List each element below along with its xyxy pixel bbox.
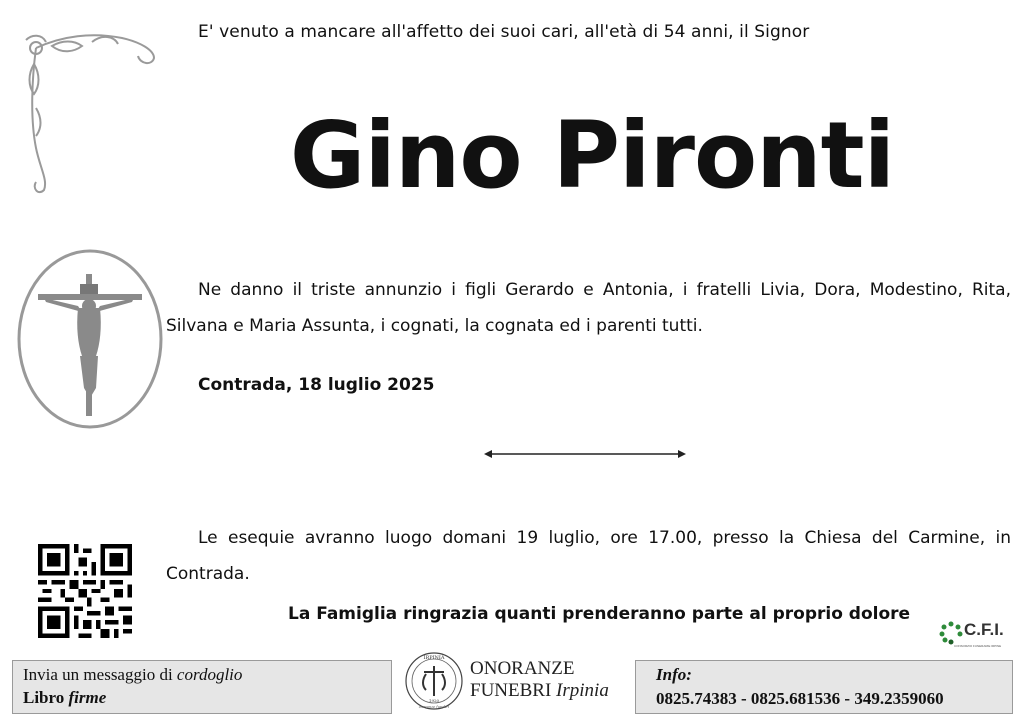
svg-text:onoranze funebri: onoranze funebri — [418, 705, 450, 709]
guestbook-link[interactable]: Libro firme — [23, 688, 107, 707]
funeral-home-name: ONORANZE FUNEBRI Irpinia — [470, 658, 609, 701]
thanks-line: La Famiglia ringrazia quanti prenderanno parte al proprio dolore — [288, 604, 911, 624]
info-phones[interactable]: 0825.74383 - 0825.681536 - 349.2359060 — [656, 689, 944, 708]
place-date: Contrada, 18 luglio 2025 — [198, 375, 435, 395]
divider-arrow-icon — [484, 446, 686, 462]
deceased-name: Gino Pironti — [289, 102, 895, 209]
condolence-message-link[interactable]: Invia un messaggio di cordoglio — [23, 665, 243, 684]
cfi-text: C.F.I. — [964, 620, 1004, 639]
crucifix-icon — [16, 248, 164, 430]
announcement-text: Ne danno il triste annunzio i figli Gerardo e Antonia, i fratelli Livia, Dora, Modestino, Rita, Silvana e Maria Assunta, i cognati, la cognata ed i parenti tutti. — [166, 280, 1011, 336]
svg-text:IRPINIA: IRPINIA — [423, 655, 445, 661]
funeral-home-seal-icon — [404, 650, 464, 712]
qr-code-icon[interactable] — [38, 544, 132, 638]
cfi-leaf-icon — [938, 620, 964, 646]
intro-line: E' venuto a mancare all'affetto dei suoi cari, all'età di 54 anni, il Signor — [198, 22, 810, 42]
svg-text:1920: 1920 — [428, 698, 440, 703]
info-label: Info: — [656, 665, 692, 684]
cfi-logo — [938, 618, 1020, 654]
cfi-subtext: CONSORZIO FUNERARIE IRPINE — [954, 644, 1002, 648]
condolence-box[interactable] — [12, 660, 392, 714]
funeral-info: Le esequie avranno luogo domani 19 luglio, ore 17.00, presso la Chiesa del Carmine, in Contrada. — [166, 528, 1011, 584]
info-box — [635, 660, 1013, 714]
